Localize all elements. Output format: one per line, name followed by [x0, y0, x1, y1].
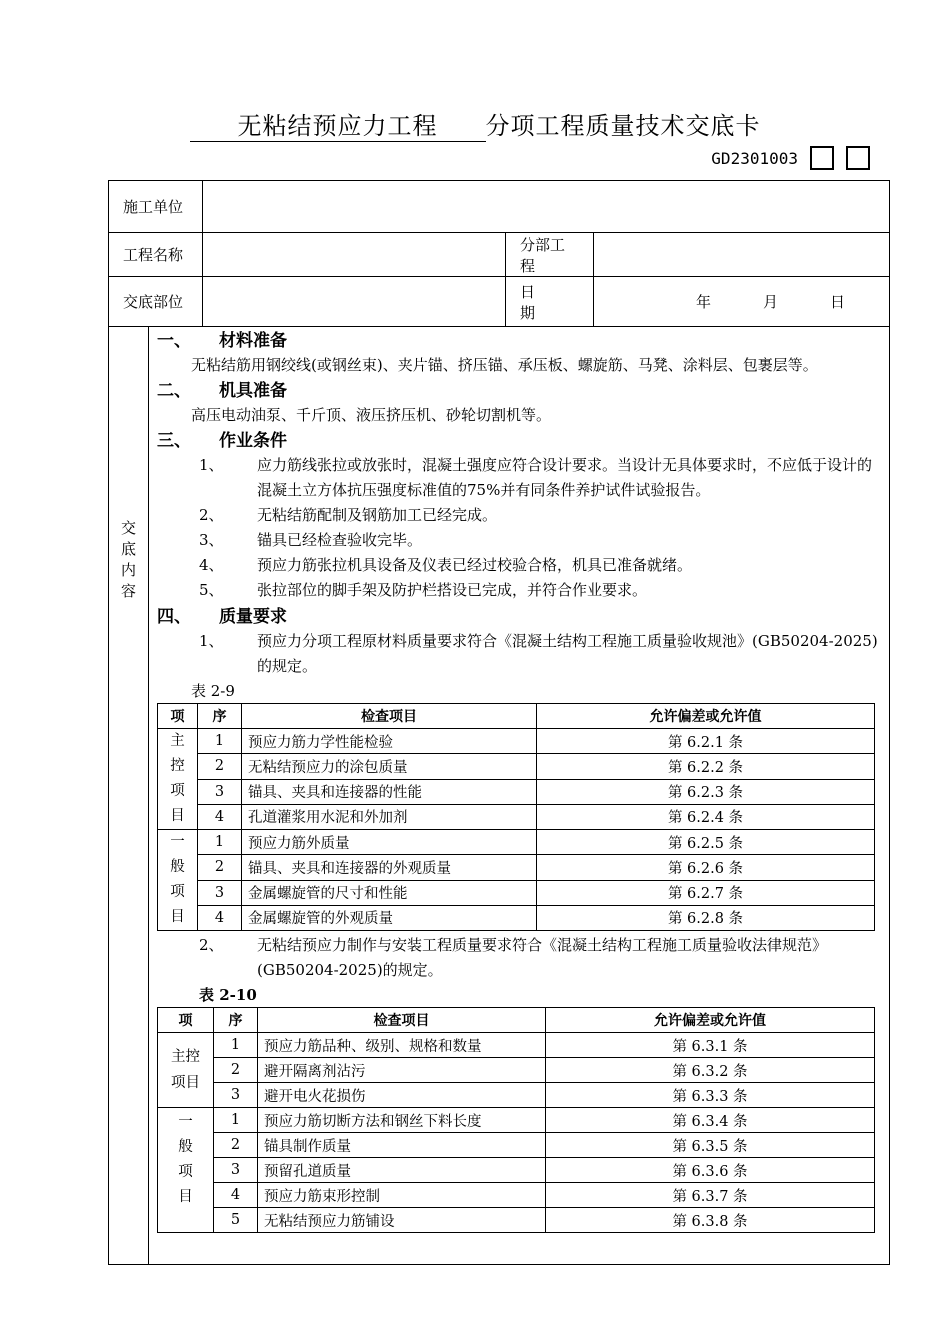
- side-char-3: 内: [120, 561, 136, 579]
- col-header: 检查项目: [242, 704, 537, 729]
- section-4-heading: 四、 质量要求: [157, 607, 287, 627]
- page-title: [0, 106, 950, 142]
- table-row: 3 避开电火花损伤 第 6.3.3 条: [158, 1083, 875, 1108]
- col-header: 序: [198, 704, 242, 729]
- table-row: 一 般 项 目 1 预应力筋切断方法和钢丝下料长度 第 6.3.4 条: [158, 1108, 875, 1133]
- list-item: 5、 张拉部位的脚手架及防护栏搭设已完成，并符合作业要求。: [199, 581, 648, 599]
- side-char-1: 交: [120, 519, 136, 537]
- title-project-type: 无粘结预应力工程: [190, 106, 486, 142]
- title-rest: 分项工程质量技术交底卡: [485, 112, 761, 140]
- col-header: 项: [158, 1008, 214, 1033]
- part-field[interactable]: [203, 277, 506, 327]
- side-label: [109, 327, 149, 1265]
- table-row: 2 锚具、夹具和连接器的外观质量 第 6.2.6 条: [158, 855, 875, 880]
- table-row: 主 控 项 目 1 预应力筋力学性能检验 第 6.2.1 条: [158, 729, 875, 754]
- list-item: 4、 预应力筋张拉机具设备及仪表已经过校验合格，机具已准备就绪。: [199, 556, 693, 574]
- project-label: 工程名称: [109, 233, 203, 277]
- table-row: 一 般 项 目 1 预应力筋外质量 第 6.2.5 条: [158, 830, 875, 855]
- col-header: 检查项目: [258, 1008, 546, 1033]
- group-general: 一 般 项 目: [158, 1108, 214, 1233]
- date-year: 年: [696, 293, 712, 311]
- table-2-9: [157, 703, 875, 931]
- side-char-2: 底: [120, 540, 136, 558]
- list-item: 2、 无粘结筋配制及钢筋加工已经完成。: [199, 506, 498, 524]
- col-header: 项: [158, 704, 198, 729]
- table-row: 3 预留孔道质量 第 6.3.6 条: [158, 1158, 875, 1183]
- table-row: 5 无粘结预应力筋铺设 第 6.3.8 条: [158, 1208, 875, 1233]
- table-row: 4 预应力筋束形控制 第 6.3.7 条: [158, 1183, 875, 1208]
- table-row: 3 锚具、夹具和连接器的性能 第 6.2.3 条: [158, 779, 875, 804]
- section-3-heading: 三、 作业条件: [157, 431, 287, 451]
- project-field[interactable]: [203, 233, 506, 277]
- list-item: 1、 预应力分项工程原材料质量要求符合《混凝土结构工程施工质量验收规池》(GB50204-2025)的规定。: [199, 632, 878, 675]
- date-label: 日 期: [506, 277, 594, 327]
- section-2-text: 高压电动油泵、千斤顶、液压挤压机、砂轮切割机等。: [191, 406, 552, 424]
- table-row: 4 金属螺旋管的外观质量 第 6.2.8 条: [158, 905, 875, 930]
- unit-label: 施工单位: [109, 181, 203, 233]
- table-row: 3 金属螺旋管的尺寸和性能 第 6.2.7 条: [158, 880, 875, 905]
- group-main-control: 主 控 项 目: [158, 729, 198, 830]
- side-char-4: 容: [120, 582, 136, 600]
- unit-field[interactable]: [203, 181, 890, 233]
- date-month: 月: [763, 293, 779, 311]
- col-header: 允许偏差或允许值: [546, 1008, 875, 1033]
- doc-code: GD2301003: [711, 148, 798, 168]
- doc-code-row: [711, 146, 870, 170]
- table-row: 2 避开隔离剂沾污 第 6.3.2 条: [158, 1058, 875, 1083]
- col-header: 允许偏差或允许值: [537, 704, 875, 729]
- list-item: 3、 锚具已经检查验收完毕。: [199, 531, 423, 549]
- table2-caption: 表 2-10: [199, 986, 257, 1004]
- section-1-text: 无粘结筋用钢绞线(或钢丝束)、夹片锚、挤压锚、承压板、螺旋筋、马凳、涂料层、包裹层等。: [191, 356, 818, 374]
- col-header: 序: [214, 1008, 258, 1033]
- table-2-10: [157, 1007, 875, 1233]
- table-row: 2 无粘结预应力的涂包质量 第 6.2.2 条: [158, 754, 875, 779]
- table1-caption: 表 2-9: [191, 682, 235, 700]
- list-item: 1、 应力筋线张拉或放张时，混凝土强度应符合设计要求。当设计无具体要求时，不应低于设计的混凝土立方体抗压强度标准值的75%并有同条件养护试件试验报告。: [199, 456, 873, 499]
- section-2-heading: 二、 机具准备: [157, 381, 287, 401]
- checkbox-1[interactable]: [810, 146, 834, 170]
- division-label: 分部工程: [506, 233, 594, 277]
- handover-content: [149, 327, 890, 1265]
- table-row: 2 锚具制作质量 第 6.3.5 条: [158, 1133, 875, 1158]
- date-day: 日: [830, 293, 846, 311]
- table-row: 4 孔道灌浆用水泥和外加剂 第 6.2.4 条: [158, 804, 875, 829]
- date-field[interactable]: [594, 277, 890, 327]
- part-label: 交底部位: [109, 277, 203, 327]
- list-item: 2、 无粘结预应力制作与安装工程质量要求符合《混凝土结构工程施工质量验收法律规范》 (GB50204-2025)的规定。: [199, 936, 828, 979]
- division-field[interactable]: [594, 233, 890, 277]
- handover-form: [108, 180, 890, 1265]
- table-row: 主控 项目 1 预应力筋品种、级别、规格和数量 第 6.3.1 条: [158, 1033, 875, 1058]
- group-general: 一 般 项 目: [158, 830, 198, 931]
- checkbox-2[interactable]: [846, 146, 870, 170]
- section-1-heading: 一、 材料准备: [157, 331, 287, 351]
- group-main-control: 主控 项目: [158, 1033, 214, 1108]
